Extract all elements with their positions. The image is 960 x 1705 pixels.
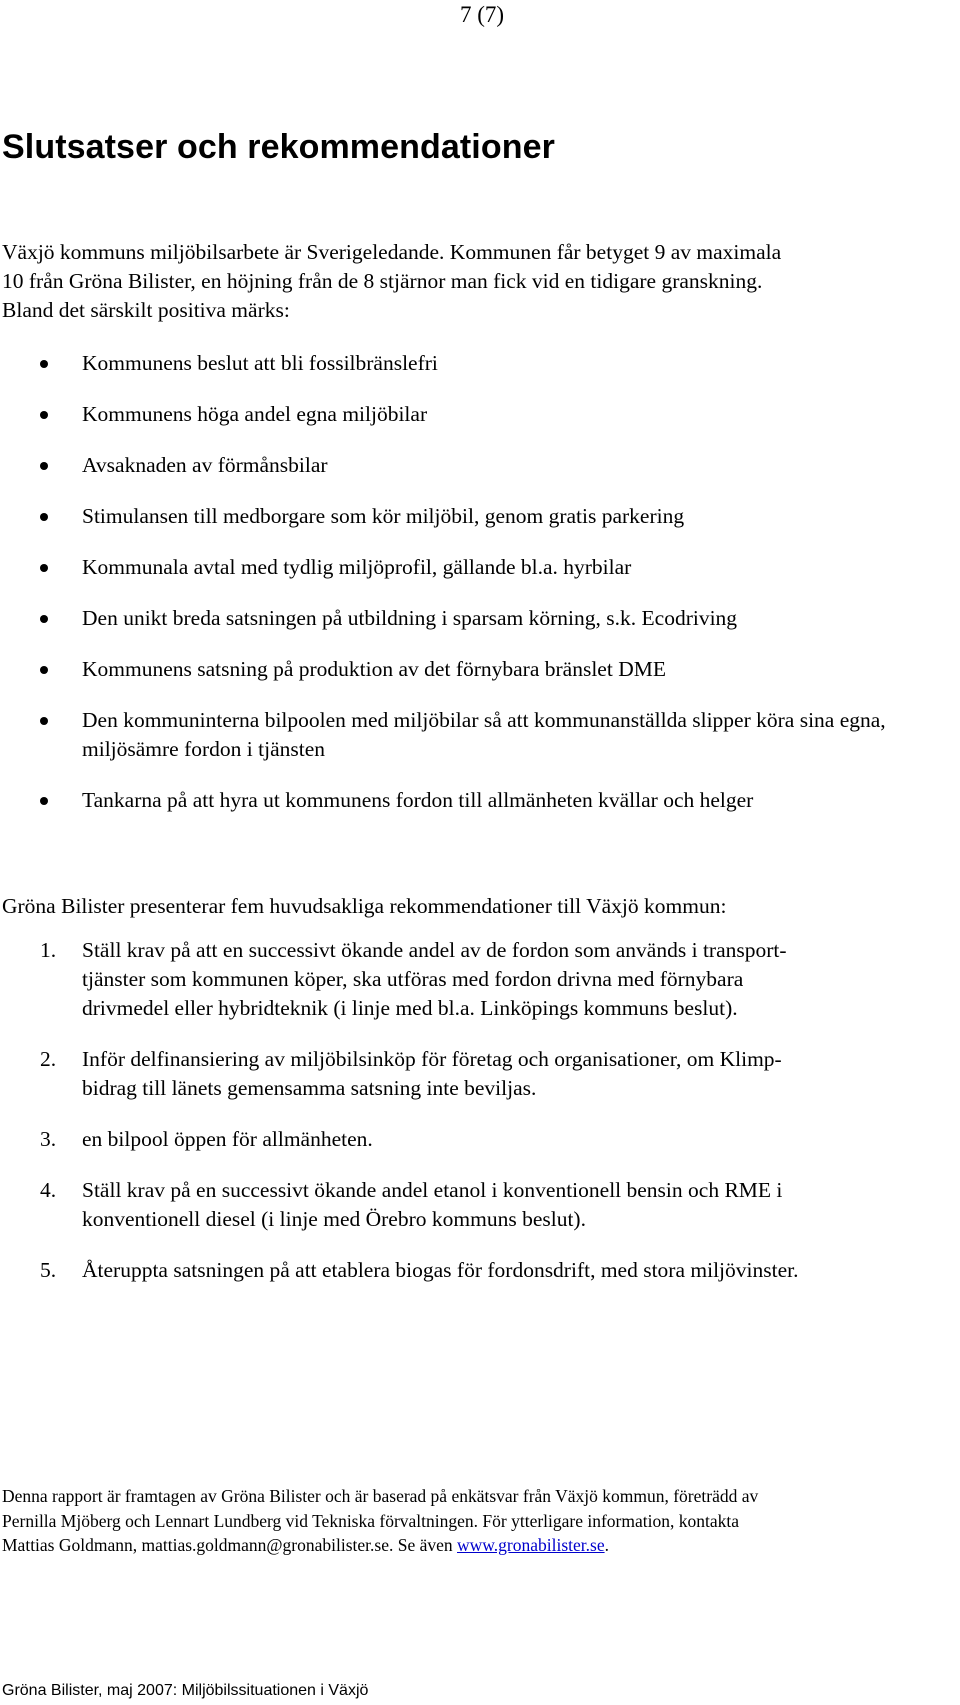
- recommendation-number: 4.: [40, 1178, 57, 1202]
- website-link[interactable]: www.gronabilister.se: [457, 1535, 605, 1555]
- list-item: [0, 706, 960, 764]
- recommendations-list: [0, 936, 960, 1307]
- recommendation-line: tjänster som kommunen köper, ska utföras med fordon drivna med förnybara: [82, 967, 744, 991]
- recommendation-number: 3.: [40, 1127, 57, 1151]
- positive-list: [0, 349, 960, 837]
- recommendation-line: Ställ krav på att en successivt ökande andel av de fordon som används i transport-: [82, 938, 787, 962]
- list-item-text: Den kommuninterna bilpoolen med miljöbilar så att kommunanställda slipper köra sina egna, miljösämre fordon i tjänsten: [82, 708, 886, 761]
- recommendation-number: 5.: [40, 1258, 57, 1282]
- report-note: [2, 1484, 960, 1558]
- list-item: [0, 604, 960, 633]
- list-item: [0, 786, 960, 815]
- recommendation-line: bidrag till länets gemensamma satsning inte beviljas.: [82, 1076, 537, 1100]
- bullet-icon: [40, 666, 48, 674]
- recommendation-item: [0, 936, 960, 1023]
- page-title: Slutsatser och rekommendationer: [2, 128, 555, 166]
- list-item: [0, 502, 960, 531]
- bullet-icon: [40, 462, 48, 470]
- bullet-icon: [40, 411, 48, 419]
- report-note-line: Denna rapport är framtagen av Gröna Bilister och är baserad på enkätsvar från Växjö kommun, företrädd av: [2, 1486, 759, 1506]
- recommendation-number: 2.: [40, 1047, 57, 1071]
- recommendation-text: [82, 936, 952, 1023]
- recommendation-item: [0, 1256, 960, 1285]
- intro-line: 10 från Gröna Bilister, en höjning från de 8 stjärnor man fick vid en tidigare granskning.: [2, 269, 763, 293]
- list-item-text: Avsaknaden av förmånsbilar: [82, 453, 328, 477]
- recommendation-number: 1.: [40, 938, 57, 962]
- recommendation-text: [82, 1125, 952, 1154]
- recommendation-text: [82, 1045, 952, 1103]
- bullet-icon: [40, 797, 48, 805]
- bullet-icon: [40, 564, 48, 572]
- intro-line: Bland det särskilt positiva märks:: [2, 298, 290, 322]
- intro-line: Växjö kommuns miljöbilsarbete är Sverigeledande. Kommunen får betyget 9 av maximala: [2, 240, 782, 264]
- report-note-line: [2, 1533, 960, 1558]
- report-note-end: .: [604, 1535, 609, 1555]
- list-item-text: Tankarna på att hyra ut kommunens fordon till allmänheten kvällar och helger: [82, 788, 754, 812]
- intro-paragraph: [2, 238, 960, 325]
- list-item-text: Stimulansen till medborgare som kör miljöbil, genom gratis parkering: [82, 504, 685, 528]
- page-footer: Gröna Bilister, maj 2007: Miljöbilssituationen i Växjö: [2, 1682, 369, 1699]
- list-item: [0, 655, 960, 684]
- list-item-text: Kommunens höga andel egna miljöbilar: [82, 402, 428, 426]
- bullet-icon: [40, 360, 48, 368]
- bullet-icon: [40, 615, 48, 623]
- recommendation-item: [0, 1176, 960, 1234]
- list-item: [0, 349, 960, 378]
- bullet-icon: [40, 513, 48, 521]
- recommendation-item: [0, 1125, 960, 1154]
- list-item-text: Den unikt breda satsningen på utbildning i sparsam körning, s.k. Ecodriving: [82, 606, 738, 630]
- report-note-line: Pernilla Mjöberg och Lennart Lundberg vid Tekniska förvaltningen. För ytterligare information, kontakta: [2, 1510, 739, 1531]
- list-item-text: Kommunala avtal med tydlig miljöprofil, gällande bl.a. hyrbilar: [82, 555, 632, 579]
- page-number: 7 (7): [460, 2, 505, 27]
- list-item: [0, 553, 960, 582]
- recommendation-text: [82, 1256, 952, 1285]
- recommendations-intro: Gröna Bilister presenterar fem huvudsakliga rekommendationer till Växjö kommun:: [2, 894, 727, 918]
- report-note-contact: Mattias Goldmann, mattias.goldmann@gronabilister.se. Se även: [2, 1535, 457, 1555]
- recommendation-item: [0, 1045, 960, 1103]
- list-item: [0, 451, 960, 480]
- recommendation-line: Ställ krav på en successivt ökande andel etanol i konventionell bensin och RME i: [82, 1178, 783, 1202]
- list-item-text: Kommunens beslut att bli fossilbränslefri: [82, 351, 438, 375]
- recommendation-line: Inför delfinansiering av miljöbilsinköp för företag och organisationer, om Klimp-: [82, 1047, 782, 1071]
- recommendation-line: Återuppta satsningen på att etablera biogas för fordonsdrift, med stora miljövinster.: [82, 1258, 799, 1282]
- list-item-text: Kommunens satsning på produktion av det förnybara bränslet DME: [82, 657, 666, 681]
- list-item: [0, 400, 960, 429]
- recommendation-line: konventionell diesel (i linje med Örebro kommuns beslut).: [82, 1207, 586, 1231]
- recommendation-line: drivmedel eller hybridteknik (i linje med bl.a. Linköpings kommuns beslut).: [82, 996, 738, 1020]
- recommendation-line: en bilpool öppen för allmänheten.: [82, 1127, 373, 1151]
- recommendation-text: [82, 1176, 952, 1234]
- bullet-icon: [40, 717, 48, 725]
